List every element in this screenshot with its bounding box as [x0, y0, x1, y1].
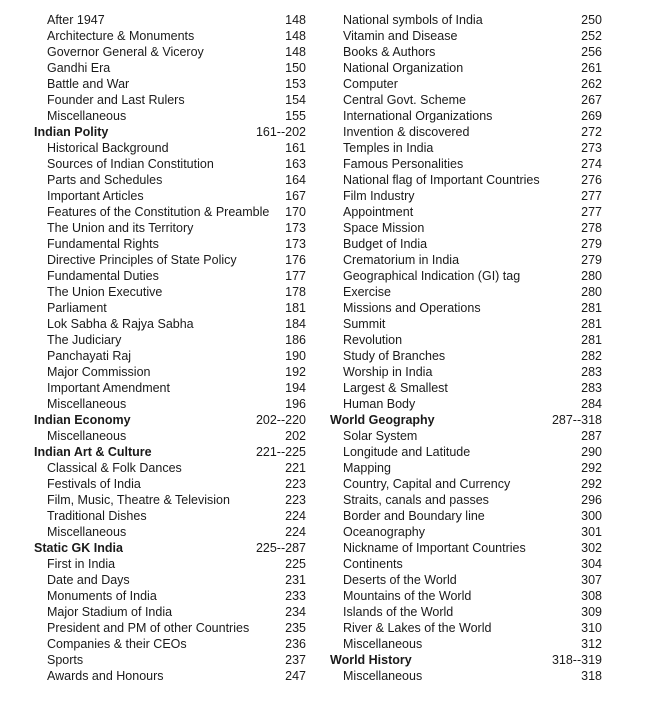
- entry-page-number: 148: [285, 13, 306, 27]
- entry-page-number: 164: [285, 173, 306, 187]
- toc-entry: [34, 60, 306, 76]
- toc-entry: [34, 316, 306, 332]
- entry-page-number: 225: [285, 557, 306, 571]
- entry-title: Date and Days: [47, 573, 130, 587]
- entry-title: Important Articles: [47, 189, 144, 203]
- toc-entry: [330, 508, 602, 524]
- toc-entry: [34, 652, 306, 668]
- toc-entry: [330, 252, 602, 268]
- entry-title: Miscellaneous: [343, 669, 423, 683]
- section-page-range: 202--220: [255, 413, 306, 427]
- toc-entry: [330, 588, 602, 604]
- entry-page-number: 224: [285, 525, 306, 539]
- toc-entry: [330, 172, 602, 188]
- entry-page-number: 280: [581, 269, 602, 283]
- entry-title: National flag of Important Countries: [343, 173, 540, 187]
- toc-entry: [330, 348, 602, 364]
- entry-title: Monuments of India: [47, 589, 157, 603]
- entry-title: Major Stadium of India: [47, 605, 173, 619]
- entry-page-number: 173: [285, 221, 306, 235]
- entry-title: Historical Background: [47, 141, 169, 155]
- toc-entry: [34, 668, 306, 684]
- toc-entry: [330, 140, 602, 156]
- toc-entry: [34, 188, 306, 204]
- entry-title: Mapping: [343, 461, 391, 475]
- entry-title: Major Commission: [47, 365, 151, 379]
- toc-entry: [34, 44, 306, 60]
- section-page-range: 318--319: [551, 653, 602, 667]
- entry-title: Invention & discovered: [343, 125, 470, 139]
- entry-title: President and PM of other Countries: [47, 621, 250, 635]
- entry-title: Sports: [47, 653, 84, 667]
- toc-entry: [330, 76, 602, 92]
- toc-entry: [34, 156, 306, 172]
- toc-entry: [34, 236, 306, 252]
- entry-page-number: 236: [285, 637, 306, 651]
- toc-entry: [330, 396, 602, 412]
- toc-entry: [34, 28, 306, 44]
- entry-page-number: 170: [285, 205, 306, 219]
- entry-title: Traditional Dishes: [47, 509, 147, 523]
- entry-page-number: 290: [581, 445, 602, 459]
- entry-page-number: 281: [581, 301, 602, 315]
- entry-page-number: 150: [285, 61, 306, 75]
- entry-title: Revolution: [343, 333, 403, 347]
- entry-title: Nickname of Important Countries: [343, 541, 526, 555]
- entry-page-number: 307: [581, 573, 602, 587]
- entry-title: The Union and its Territory: [47, 221, 194, 235]
- section-title: Indian Economy: [34, 413, 131, 427]
- section-title: World Geography: [330, 413, 435, 427]
- entry-title: Solar System: [343, 429, 418, 443]
- section-page-range: 221--225: [255, 445, 306, 459]
- toc-entry: [330, 428, 602, 444]
- entry-page-number: 161: [285, 141, 306, 155]
- toc-entry: [330, 444, 602, 460]
- entry-title: Central Govt. Scheme: [343, 93, 466, 107]
- toc-entry: [34, 508, 306, 524]
- toc-section-heading: [34, 444, 306, 460]
- entry-title: Crematorium in India: [343, 253, 460, 267]
- entry-page-number: 256: [581, 45, 602, 59]
- entry-title: Exercise: [343, 285, 391, 299]
- entry-page-number: 309: [581, 605, 602, 619]
- entry-page-number: 247: [285, 669, 306, 683]
- toc-section-heading: [34, 540, 306, 556]
- entry-page-number: 281: [581, 333, 602, 347]
- toc-entry: [34, 476, 306, 492]
- entry-title: Human Body: [343, 397, 416, 411]
- entry-page-number: 302: [581, 541, 602, 555]
- entry-title: Panchayati Raj: [47, 349, 132, 363]
- toc-section-heading: [34, 412, 306, 428]
- toc-entry: [330, 28, 602, 44]
- entry-title: Features of the Constitution & Preamble: [47, 205, 270, 219]
- entry-page-number: 292: [581, 477, 602, 491]
- entry-page-number: 237: [285, 653, 306, 667]
- entry-title: After 1947: [47, 13, 105, 27]
- entry-title: Festivals of India: [47, 477, 141, 491]
- entry-page-number: 163: [285, 157, 306, 171]
- toc-section-heading: [330, 412, 602, 428]
- entry-page-number: 154: [285, 93, 306, 107]
- entry-page-number: 234: [285, 605, 306, 619]
- entry-page-number: 301: [581, 525, 602, 539]
- section-page-range: 225--287: [255, 541, 306, 555]
- entry-title: River & Lakes of the World: [343, 621, 492, 635]
- toc-entry: [34, 396, 306, 412]
- toc-entry: [34, 268, 306, 284]
- entry-page-number: 178: [285, 285, 306, 299]
- toc-entry: [330, 492, 602, 508]
- entry-title: Awards and Honours: [47, 669, 164, 683]
- entry-title: Space Mission: [343, 221, 425, 235]
- entry-page-number: 304: [581, 557, 602, 571]
- entry-page-number: 272: [581, 125, 602, 139]
- entry-page-number: 318: [581, 669, 602, 683]
- toc-entry: [330, 476, 602, 492]
- entry-title: Founder and Last Rulers: [47, 93, 185, 107]
- entry-title: Battle and War: [47, 77, 130, 91]
- toc-entry: [330, 124, 602, 140]
- toc-entry: [34, 428, 306, 444]
- entry-page-number: 190: [285, 349, 306, 363]
- section-title: Indian Polity: [34, 125, 109, 139]
- entry-title: The Union Executive: [47, 285, 163, 299]
- toc-entry: [34, 108, 306, 124]
- toc-entry: [34, 140, 306, 156]
- toc-entry: [34, 172, 306, 188]
- toc-entry: [34, 620, 306, 636]
- entry-page-number: 186: [285, 333, 306, 347]
- entry-page-number: 194: [285, 381, 306, 395]
- toc-entry: [34, 460, 306, 476]
- toc-entry: [330, 620, 602, 636]
- toc-entry: [330, 556, 602, 572]
- entry-page-number: 283: [581, 381, 602, 395]
- toc-entry: [330, 44, 602, 60]
- entry-title: Miscellaneous: [47, 109, 127, 123]
- entry-title: National Organization: [343, 61, 464, 75]
- entry-page-number: 235: [285, 621, 306, 635]
- toc-entry: [330, 604, 602, 620]
- entry-page-number: 300: [581, 509, 602, 523]
- entry-page-number: 184: [285, 317, 306, 331]
- toc-section-heading: [34, 124, 306, 140]
- toc-entry: [34, 380, 306, 396]
- toc-entry: [34, 332, 306, 348]
- entry-title: Parliament: [47, 301, 107, 315]
- entry-title: International Organizations: [343, 109, 493, 123]
- entry-title: Largest & Smallest: [343, 381, 448, 395]
- toc-entry: [330, 316, 602, 332]
- entry-title: Companies & their CEOs: [47, 637, 187, 651]
- entry-title: National symbols of India: [343, 13, 483, 27]
- entry-title: Vitamin and Disease: [343, 29, 458, 43]
- entry-title: Architecture & Monuments: [47, 29, 195, 43]
- toc-entry: [330, 204, 602, 220]
- entry-page-number: 250: [581, 13, 602, 27]
- toc-entry: [34, 204, 306, 220]
- entry-page-number: 296: [581, 493, 602, 507]
- entry-page-number: 310: [581, 621, 602, 635]
- toc-entry: [330, 92, 602, 108]
- entry-title: Miscellaneous: [47, 429, 127, 443]
- entry-title: Straits, canals and passes: [343, 493, 489, 507]
- toc-entry: [330, 108, 602, 124]
- toc-entry: [34, 252, 306, 268]
- toc-entry: [330, 220, 602, 236]
- entry-page-number: 308: [581, 589, 602, 603]
- section-page-range: 287--318: [551, 413, 602, 427]
- toc-entry: [34, 636, 306, 652]
- entry-title: Classical & Folk Dances: [47, 461, 182, 475]
- entry-title: Islands of the World: [343, 605, 454, 619]
- entry-title: Deserts of the World: [343, 573, 457, 587]
- toc-entry: [330, 284, 602, 300]
- toc-entry: [34, 76, 306, 92]
- entry-page-number: 278: [581, 221, 602, 235]
- entry-title: Fundamental Rights: [47, 237, 159, 251]
- entry-page-number: 283: [581, 365, 602, 379]
- entry-title: The Judiciary: [47, 333, 122, 347]
- toc-entry: [34, 572, 306, 588]
- entry-page-number: 287: [581, 429, 602, 443]
- entry-page-number: 221: [285, 461, 306, 475]
- entry-page-number: 279: [581, 237, 602, 251]
- entry-page-number: 280: [581, 285, 602, 299]
- entry-title: Lok Sabha & Rajya Sabha: [47, 317, 194, 331]
- entry-title: Summit: [343, 317, 386, 331]
- toc-entry: [330, 380, 602, 396]
- toc-entry: [330, 332, 602, 348]
- toc-entry: [34, 348, 306, 364]
- entry-page-number: 284: [581, 397, 602, 411]
- entry-title: Governor General & Viceroy: [47, 45, 204, 59]
- toc-entry: [34, 364, 306, 380]
- entry-page-number: 252: [581, 29, 602, 43]
- toc-entry: [34, 588, 306, 604]
- toc-entry: [34, 220, 306, 236]
- entry-page-number: 277: [581, 205, 602, 219]
- toc-entry: [330, 540, 602, 556]
- entry-title: Oceanography: [343, 525, 426, 539]
- section-title: Static GK India: [34, 541, 123, 555]
- entry-page-number: 276: [581, 173, 602, 187]
- entry-page-number: 231: [285, 573, 306, 587]
- toc-entry: [330, 524, 602, 540]
- toc-entry: [330, 12, 602, 28]
- toc-entry: [34, 12, 306, 28]
- entry-title: Film Industry: [343, 189, 415, 203]
- toc-column-left: [34, 12, 306, 684]
- entry-title: First in India: [47, 557, 116, 571]
- entry-title: Miscellaneous: [47, 525, 127, 539]
- entry-page-number: 312: [581, 637, 602, 651]
- entry-title: Parts and Schedules: [47, 173, 163, 187]
- entry-title: Border and Boundary line: [343, 509, 485, 523]
- toc-entry: [330, 268, 602, 284]
- toc-entry: [34, 524, 306, 540]
- entry-title: Study of Branches: [343, 349, 446, 363]
- entry-page-number: 223: [285, 493, 306, 507]
- entry-title: Miscellaneous: [47, 397, 127, 411]
- entry-page-number: 274: [581, 157, 602, 171]
- entry-title: Worship in India: [343, 365, 433, 379]
- entry-page-number: 173: [285, 237, 306, 251]
- entry-page-number: 233: [285, 589, 306, 603]
- entry-title: Temples in India: [343, 141, 434, 155]
- entry-title: Computer: [343, 77, 398, 91]
- entry-title: Longitude and Latitude: [343, 445, 471, 459]
- entry-page-number: 202: [285, 429, 306, 443]
- entry-title: Miscellaneous: [343, 637, 423, 651]
- entry-title: Country, Capital and Currency: [343, 477, 511, 491]
- toc-entry: [330, 572, 602, 588]
- entry-page-number: 269: [581, 109, 602, 123]
- entry-page-number: 167: [285, 189, 306, 203]
- toc-entry: [34, 604, 306, 620]
- entry-title: Mountains of the World: [343, 589, 472, 603]
- toc-entry: [330, 668, 602, 684]
- entry-page-number: 224: [285, 509, 306, 523]
- entry-page-number: 277: [581, 189, 602, 203]
- toc-entry: [34, 92, 306, 108]
- entry-page-number: 176: [285, 253, 306, 267]
- entry-title: Directive Principles of State Policy: [47, 253, 237, 267]
- entry-title: Fundamental Duties: [47, 269, 159, 283]
- entry-title: Appointment: [343, 205, 414, 219]
- toc-section-heading: [330, 652, 602, 668]
- toc-entry: [330, 156, 602, 172]
- entry-title: Gandhi Era: [47, 61, 111, 75]
- entry-page-number: 196: [285, 397, 306, 411]
- entry-page-number: 281: [581, 317, 602, 331]
- entry-page-number: 273: [581, 141, 602, 155]
- toc-entry: [330, 460, 602, 476]
- toc-entry: [34, 556, 306, 572]
- toc-entry: [330, 636, 602, 652]
- toc-entry: [330, 188, 602, 204]
- section-page-range: 161--202: [255, 125, 306, 139]
- entry-title: Geographical Indication (GI) tag: [343, 269, 521, 283]
- toc-entry: [34, 300, 306, 316]
- toc-entry: [34, 284, 306, 300]
- entry-page-number: 192: [285, 365, 306, 379]
- entry-page-number: 261: [581, 61, 602, 75]
- section-title: World History: [330, 653, 412, 667]
- toc-entry: [330, 236, 602, 252]
- entry-page-number: 282: [581, 349, 602, 363]
- entry-page-number: 181: [285, 301, 306, 315]
- toc-column-right: [330, 12, 602, 684]
- toc-entry: [330, 300, 602, 316]
- entry-page-number: 148: [285, 45, 306, 59]
- entry-page-number: 279: [581, 253, 602, 267]
- entry-page-number: 262: [581, 77, 602, 91]
- entry-page-number: 292: [581, 461, 602, 475]
- section-title: Indian Art & Culture: [34, 445, 152, 459]
- entry-page-number: 177: [285, 269, 306, 283]
- entry-page-number: 267: [581, 93, 602, 107]
- entry-title: Books & Authors: [343, 45, 436, 59]
- entry-page-number: 148: [285, 29, 306, 43]
- entry-title: Film, Music, Theatre & Television: [47, 493, 230, 507]
- entry-page-number: 155: [285, 109, 306, 123]
- toc-entry: [34, 492, 306, 508]
- entry-title: Sources of Indian Constitution: [47, 157, 214, 171]
- entry-title: Famous Personalities: [343, 157, 464, 171]
- entry-page-number: 153: [285, 77, 306, 91]
- entry-title: Continents: [343, 557, 403, 571]
- entry-title: Missions and Operations: [343, 301, 481, 315]
- entry-title: Budget of India: [343, 237, 428, 251]
- toc-entry: [330, 60, 602, 76]
- entry-page-number: 223: [285, 477, 306, 491]
- toc-entry: [330, 364, 602, 380]
- entry-title: Important Amendment: [47, 381, 170, 395]
